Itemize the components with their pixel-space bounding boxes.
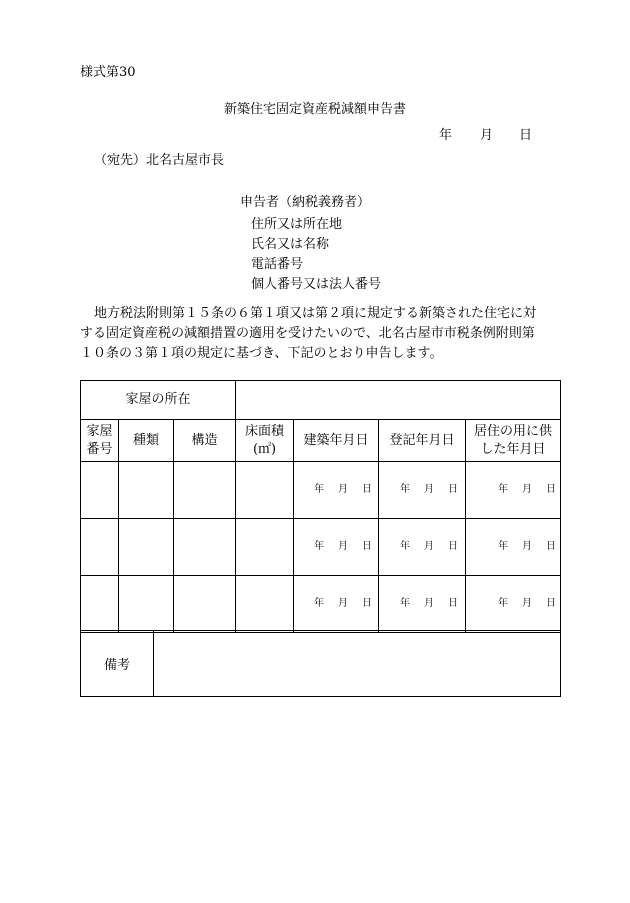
date-month-text: 月 [338,541,349,553]
date-year-text: 年 [400,484,411,496]
header-kind: 種類 [119,420,174,462]
date-year-text: 年 [314,484,325,496]
house-number-field[interactable] [81,576,119,633]
header-built-date: 建築年月日 [294,420,379,462]
structure-field[interactable] [174,519,236,576]
date-year-text: 年 [400,541,411,553]
house-number-field[interactable] [81,519,119,576]
built-date-field[interactable] [294,519,379,576]
remarks-table [80,630,561,697]
header-house-number [81,420,119,462]
structure-field[interactable] [174,462,236,519]
property-table [80,380,561,633]
built-date-field[interactable] [294,462,379,519]
remarks-field[interactable] [154,631,561,697]
date-month-text: 月 [424,598,435,610]
body-text-line: 地方税法附則第１５条の６第１項又は第２項に規定する新築された住宅に対 [94,306,537,321]
date-day-text: 日 [362,598,373,610]
date-year-text: 年 [314,541,325,553]
applicant-phone-label: 電話番号 [251,257,304,272]
date-day-text: 日 [546,541,557,553]
applicant-heading: 申告者（納税義務者） [240,195,371,210]
header-house-number-line1: 家屋 [86,423,113,439]
body-text-line: １０条の３第１項の規定に基づき、下記のとおり申告します。 [80,346,443,361]
date-day-text: 日 [362,541,373,553]
remarks-label: 備考 [81,631,154,697]
floor-area-field[interactable] [236,519,294,576]
registered-date-field[interactable] [379,519,466,576]
header-floor-area-line2: (㎡) [252,441,277,457]
date-day-text: 日 [448,541,459,553]
date-month-label: 月 [480,128,494,143]
table-row [81,462,561,519]
date-year-text: 年 [498,598,509,610]
date-day-text: 日 [546,598,557,610]
date-month-text: 月 [522,541,533,553]
date-day-text: 日 [362,484,373,496]
form-number: 様式第30 [80,65,136,80]
registered-date-field[interactable] [379,576,466,633]
body-text-line: する固定資産税の減額措置の適用を受けたいので、北名古屋市市税条例附則第 [80,326,535,341]
date-month-text: 月 [424,541,435,553]
header-house-number-line2: 番号 [86,441,113,457]
residence-date-field[interactable] [466,519,561,576]
date-month-text: 月 [424,484,435,496]
date-day-label: 日 [519,128,533,143]
date-year-label: 年 [439,128,453,143]
date-day-text: 日 [546,484,557,496]
table-row [81,519,561,576]
applicant-name-label: 氏名又は名称 [251,237,330,252]
date-year-text: 年 [400,598,411,610]
header-structure: 構造 [174,420,236,462]
date-year-text: 年 [498,541,509,553]
kind-field[interactable] [119,519,174,576]
applicant-address-label: 住所又は所在地 [251,217,343,232]
date-month-text: 月 [338,598,349,610]
header-residence-date [466,420,561,462]
registered-date-field[interactable] [379,462,466,519]
addressee: （宛先）北名古屋市長 [94,153,225,168]
floor-area-field[interactable] [236,462,294,519]
header-floor-area [236,420,294,462]
structure-field[interactable] [174,576,236,633]
header-registered-date: 登記年月日 [379,420,466,462]
date-month-text: 月 [522,484,533,496]
header-floor-area-line1: 床面積 [245,423,285,439]
kind-field[interactable] [119,462,174,519]
date-day-text: 日 [448,598,459,610]
document-title: 新築住宅固定資産税減額申告書 [223,102,406,117]
floor-area-field[interactable] [236,576,294,633]
residence-date-field[interactable] [466,462,561,519]
kind-field[interactable] [119,576,174,633]
date-month-text: 月 [522,598,533,610]
location-label: 家屋の所在 [81,381,236,420]
date-day-text: 日 [448,484,459,496]
header-residence-line2: した年月日 [480,441,546,457]
residence-date-field[interactable] [466,576,561,633]
date-month-text: 月 [338,484,349,496]
applicant-id-number-label: 個人番号又は法人番号 [251,277,382,292]
house-number-field[interactable] [81,462,119,519]
date-year-text: 年 [314,598,325,610]
date-year-text: 年 [498,484,509,496]
header-residence-line1: 居住の用に供 [474,423,553,439]
built-date-field[interactable] [294,576,379,633]
table-row [81,576,561,633]
location-field[interactable] [236,381,561,420]
